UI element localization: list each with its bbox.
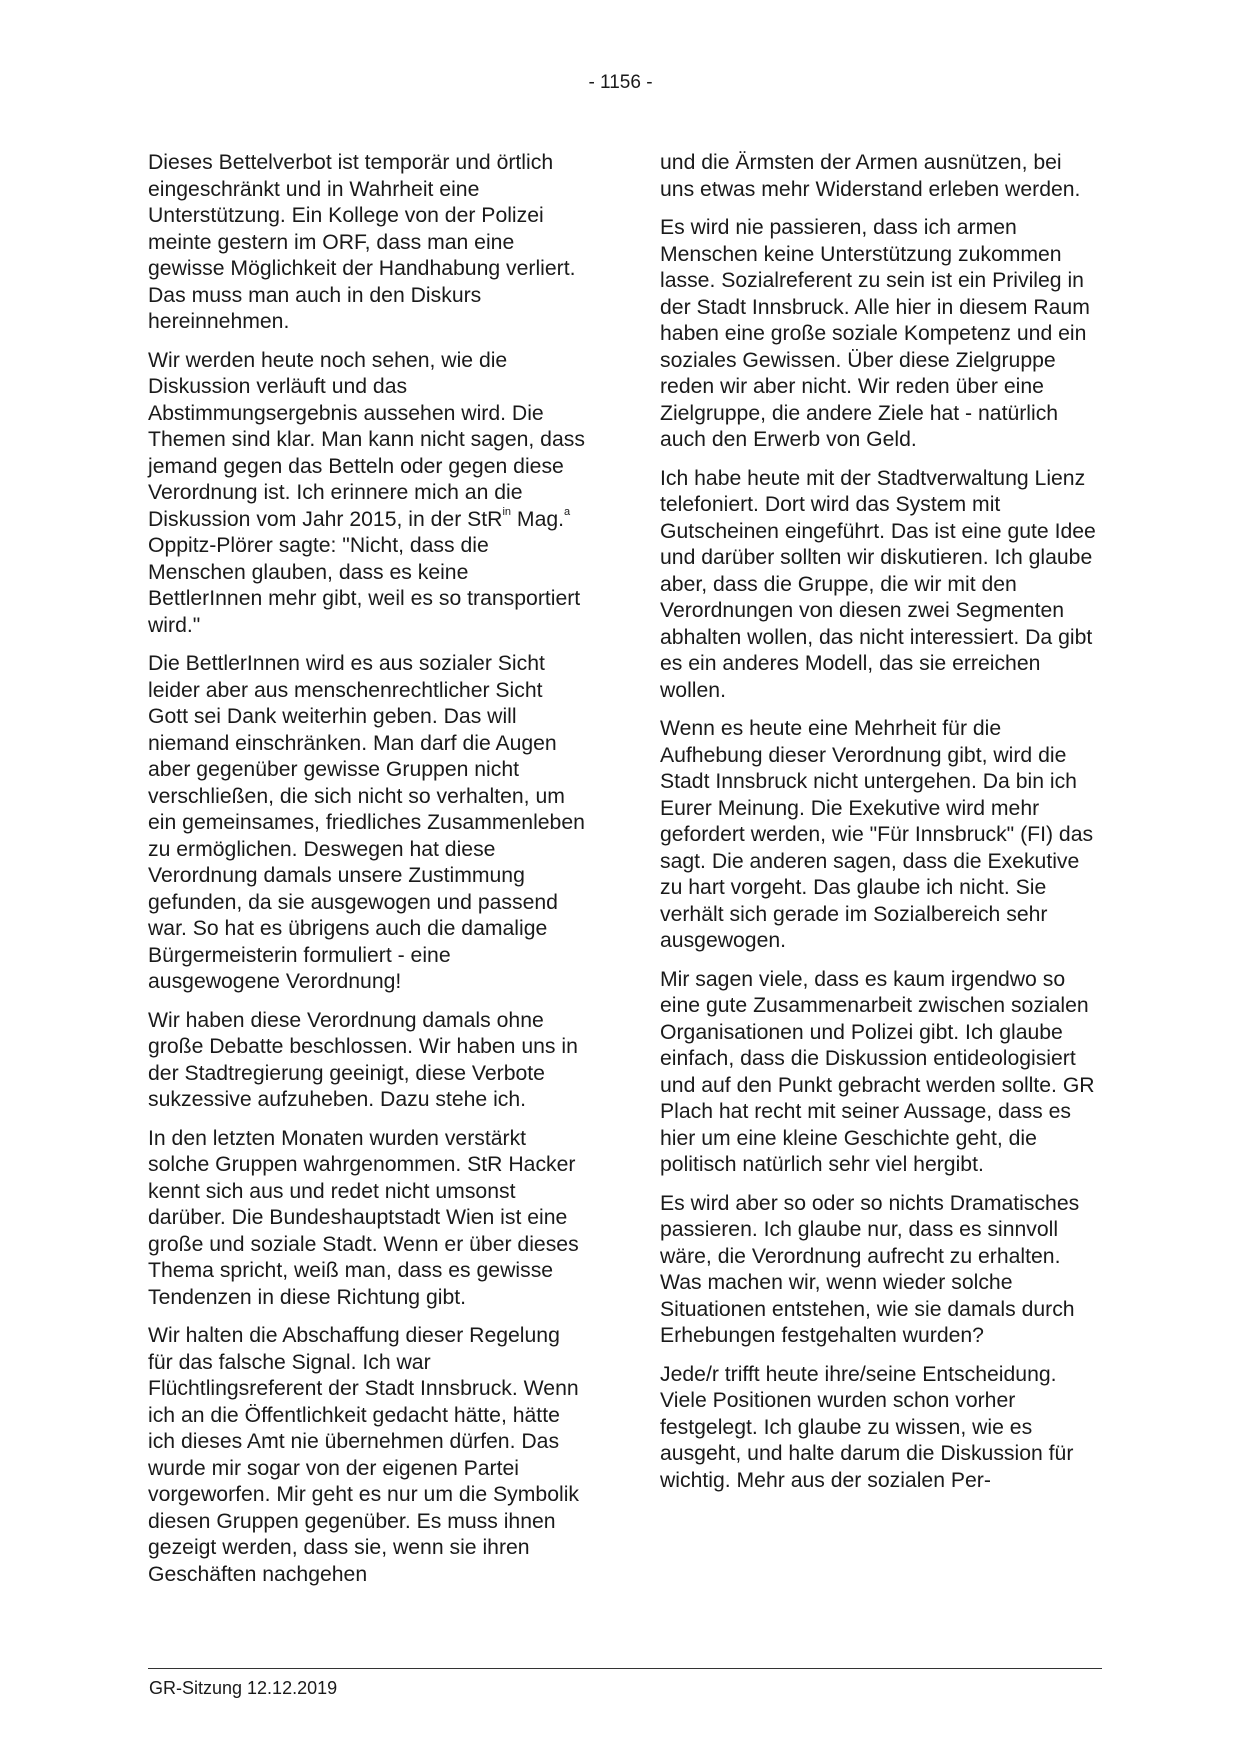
paragraph: Wir halten die Abschaffung dieser Regelung für das falsche Signal. Ich war Flüchtlingsreferent der Stadt Innsbruck. Wenn ich an die Öffentlichkeit gedacht hätte, hätte ich dieses Amt nie übernehmen dürfen. Das wurde mir sogar von der eigenen Partei vorgeworfen. Mir geht es nur um die Symbolik diesen Gruppen gegenüber. Es muss ihnen gezeigt werden, dass sie, wenn sie ihren Geschäften nachgehen xyxy=(148,1324,579,1586)
paragraph: Es wird aber so oder so nichts Dramatisches passieren. Ich glaube nur, dass es sinnvoll wäre, die Verordnung aufrecht zu erhalten. Was machen wir, wenn wieder solche Situationen entstehen, wie sie damals durch Erhebungen festgehalten wurden? xyxy=(660,1191,1080,1347)
paragraph-text: Oppitz-Plörer sagte: "Nicht, dass die Menschen glauben, dass es keine BettlerInnen mehr gibt, weil es so transportiert wird." xyxy=(148,534,581,637)
paragraph: Mir sagen viele, dass es kaum irgendwo so eine gute Zusammenarbeit zwischen sozialen Organisationen und Polizei gibt. Ich glaube einfach, dass die Diskussion entideologisiert und auf den Punkt gebracht werden sollte. GR Plach hat recht mit seiner Aussage, dass es hier um eine kleine Geschichte geht, die politisch natürlich sehr viel hergibt. xyxy=(660,967,1095,1176)
paragraph: und die Ärmsten der Armen ausnützen, bei uns etwas mehr Widerstand erleben werden. xyxy=(660,151,1081,201)
paragraph: Es wird nie passieren, dass ich armen Menschen keine Unterstützung zukommen lasse. Sozialreferent zu sein ist ein Privileg in der Stadt Innsbruck. Alle hier in diesem Raum haben eine große soziale Kompetenz und ein soziales Gewissen. Über diese Zielgruppe reden wir aber nicht. Wir reden über eine Zielgruppe, die andere Ziele hat - natürlich auch den Erwerb von Geld. xyxy=(660,216,1090,451)
paragraph: Wenn es heute eine Mehrheit für die Aufhebung dieser Verordnung gibt, wird die Stadt Innsbruck nicht untergehen. Da bin ich Eurer Meinung. Die Exekutive wird mehr gefordert werden, wie "Für Innsbruck" (FI) das sagt. Die anderen sagen, dass die Exekutive zu hart vorgeht. Das glaube ich nicht. Sie verhält sich gerade im Sozialbereich sehr ausgewogen. xyxy=(660,717,1094,952)
paragraph: In den letzten Monaten wurden verstärkt solche Gruppen wahrgenommen. StR Hacker kennt sich aus und redet nicht umsonst darüber. Die Bundeshauptstadt Wien ist eine große und soziale Stadt. Wenn er über dieses Thema spricht, weiß man, dass es gewisse Tendenzen in diese Richtung gibt. xyxy=(148,1126,579,1309)
paragraph: Wir haben diese Verordnung damals ohne große Debatte beschlossen. Wir haben uns in der Stadtregierung geeinigt, diese Verbote sukzessive aufzuheben. Dazu stehe ich. xyxy=(148,1008,578,1111)
paragraph: Jede/r trifft heute ihre/seine Entscheidung. Viele Positionen wurden schon vorher festgelegt. Ich glaube zu wissen, wie es ausgeht, und halte darum die Diskussion für wichtig. Mehr aus der sozialen Per- xyxy=(660,1362,1074,1492)
superscript: a xyxy=(564,506,571,519)
left-column xyxy=(148,150,588,1600)
paragraph xyxy=(148,348,588,640)
page-number: - 1156 - xyxy=(588,72,653,93)
footer-session-date: GR-Sitzung 12.12.2019 xyxy=(149,1678,338,1698)
paragraph: Die BettlerInnen wird es aus sozialer Sicht leider aber aus menschenrechtlicher Sicht Gott sei Dank weiterhin geben. Das will niemand einschränken. Man darf die Augen aber gegenüber gewisse Gruppen nicht verschließen, die sich nicht so verhalten, um ein gemeinsames, friedliches Zusammenleben zu ermöglichen. Deswegen hat diese Verordnung damals unsere Zustimmung gefunden, da sie ausgewogen und passend war. So hat es übrigens auch die damalige Bürgermeisterin formuliert - eine ausgewogene Verordnung! xyxy=(148,652,585,993)
paragraph: Ich habe heute mit der Stadtverwaltung Lienz telefoniert. Dort wird das System mit Gutscheinen eingeführt. Das ist eine gute Idee und darüber sollten wir diskutieren. Ich glaube aber, dass die Gruppe, die wir mit den Verordnungen von diesen zwei Segmenten abhalten wollen, das nicht interessiert. Da gibt es ein anderes Modell, das sie erreichen wollen. xyxy=(660,466,1096,702)
paragraph-text: Wir werden heute noch sehen, wie die Diskussion verläuft und das Abstimmungsergebnis aussehen wird. Die Themen sind klar. Man kann nicht sagen, dass jemand gegen das Betteln oder gegen diese Verordnung ist. Ich erinnere mich an die Diskussion vom Jahr 2015, in der StR xyxy=(148,348,585,531)
right-column xyxy=(660,150,1100,1506)
footer-divider xyxy=(148,1668,1102,1669)
paragraph: Dieses Bettelverbot ist temporär und örtlich eingeschränkt und in Wahrheit eine Unterstützung. Ein Kollege von der Polizei meinte gestern im ORF, dass man eine gewisse Möglichkeit der Handhabung verliert. Das muss man auch in den Diskurs hereinnehmen. xyxy=(148,151,576,333)
paragraph-text: Mag. xyxy=(511,507,565,531)
superscript: in xyxy=(502,506,512,519)
